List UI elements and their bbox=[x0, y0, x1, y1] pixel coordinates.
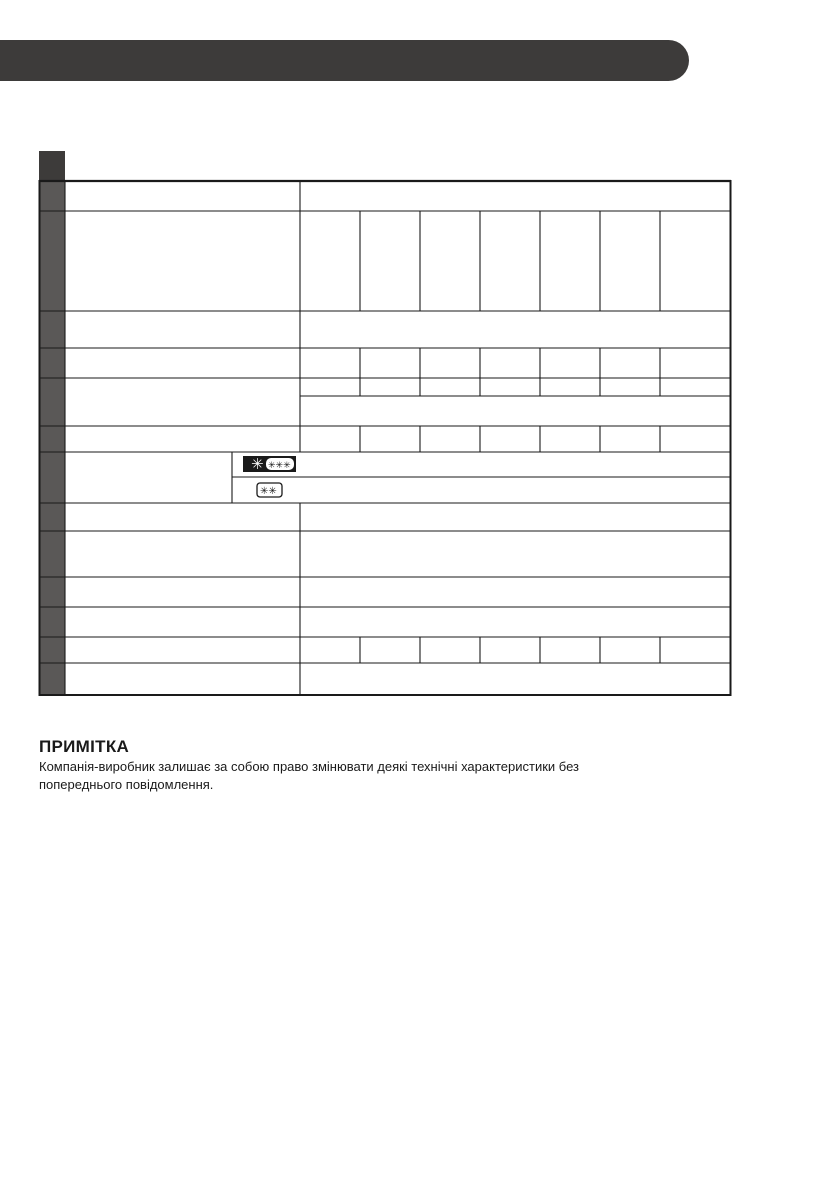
note-line: Компанія-виробник залишає за собою право змінювати деякі технічні характеристики без bbox=[39, 759, 579, 774]
note-text bbox=[39, 758, 759, 794]
table-frame bbox=[40, 181, 731, 695]
row-lines bbox=[39, 211, 731, 663]
freezer-star-rating-icon bbox=[243, 455, 296, 473]
model-column-lines bbox=[360, 211, 660, 663]
table-header-tab bbox=[39, 151, 65, 181]
svg-text:✳✳✳: ✳✳✳ bbox=[268, 461, 291, 471]
note-title: ПРИМІТКА bbox=[39, 737, 130, 756]
compartment-two-star-icon bbox=[257, 483, 282, 497]
svg-text:✳: ✳ bbox=[251, 455, 264, 473]
note-line: попереднього повідомлення. bbox=[39, 777, 214, 792]
row-number-column bbox=[39, 181, 65, 695]
svg-text:✳✳: ✳✳ bbox=[260, 486, 277, 497]
